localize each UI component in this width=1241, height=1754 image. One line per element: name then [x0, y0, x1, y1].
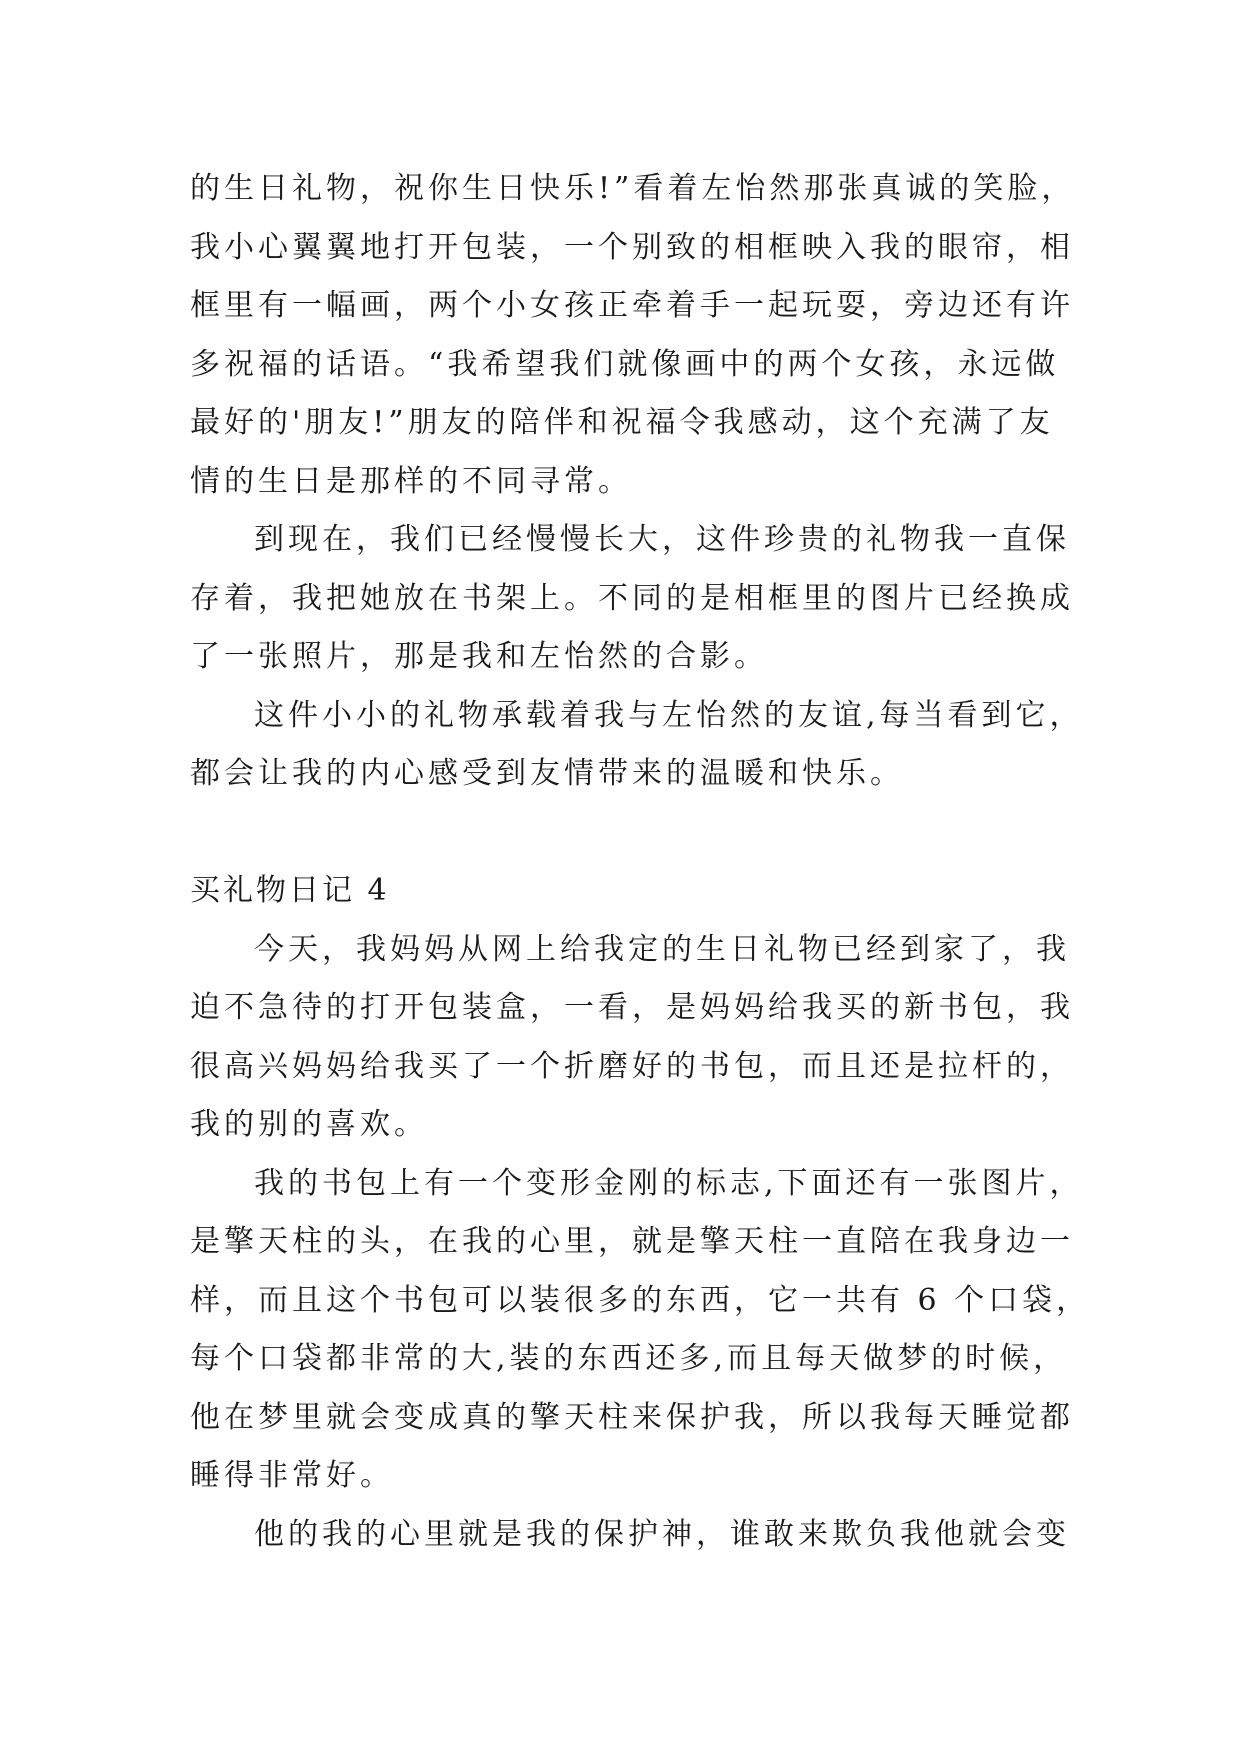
document-body [190, 160, 1091, 1564]
text-line: 睡得非常好。 [190, 1458, 394, 1493]
text-line: 是擎天柱的头，在我的心里，就是擎天柱一直陪在我身边一 [190, 1224, 1074, 1259]
text-line: 样，而且这个书包可以装很多的东西，它一共有 6 个口袋， [190, 1282, 1091, 1318]
text-line: 存着，我把她放在书架上。不同的是相框里的图片已经换成 [190, 580, 1074, 616]
text-line: 我的别的喜欢。 [190, 1107, 428, 1142]
text-line: 最好的'朋友!”朋友的陪伴和祝福令我感动，这个充满了友 [190, 405, 1054, 440]
section-heading: 买礼物日记 4 [190, 873, 390, 908]
text-line: 我小心翼翼地打开包装，一个别致的相框映入我的眼帘，相 [190, 229, 1074, 265]
text-line: 多祝福的话语。“我希望我们就像画中的两个女孩，永远做 [190, 346, 1060, 382]
text-line: 情的生日是那样的不同寻常。 [190, 463, 632, 499]
paragraph-now [190, 511, 1074, 687]
text-line: 每个口袋都非常的大,装的东西还多,而且每天做梦的时候， [190, 1341, 1068, 1376]
text-line: 的生日礼物，祝你生日快乐!”看着左怡然那张真诚的笑脸， [190, 171, 1076, 206]
text-line: 我的书包上有一个变形金刚的标志,下面还有一张图片， [254, 1165, 1084, 1201]
paragraph-today [190, 921, 1074, 1155]
text-line: 迫不急待的打开包装盒，一看，是妈妈给我买的新书包，我 [190, 990, 1074, 1025]
text-line: 今天，我妈妈从网上给我定的生日礼物已经到家了，我 [254, 931, 1070, 967]
paragraph-protector [190, 1506, 1070, 1565]
paragraph-friendship [190, 687, 1084, 804]
text-line: 他在梦里就会变成真的擎天柱来保护我，所以我每天睡觉都 [190, 1399, 1074, 1435]
text-line: 他的我的心里就是我的保护神，谁敢来欺负我他就会变 [254, 1516, 1070, 1552]
text-line: 很高兴妈妈给我买了一个折磨好的书包，而且还是拉杆的， [190, 1048, 1074, 1084]
text-line: 框里有一幅画，两个小女孩正牵着手一起玩耍，旁边还有许 [190, 288, 1074, 323]
section-gap [190, 804, 1070, 863]
text-line: 都会让我的内心感受到友情带来的温暖和快乐。 [190, 756, 904, 791]
text-line: 到现在，我们已经慢慢长大，这件珍贵的礼物我一直保 [254, 522, 1070, 557]
paragraph-gift-received [190, 160, 1076, 511]
paragraph-backpack [190, 1155, 1091, 1506]
text-line: 这件小小的礼物承载着我与左怡然的友谊,每当看到它， [254, 697, 1084, 733]
text-line: 了一张照片，那是我和左怡然的合影。 [190, 639, 768, 674]
